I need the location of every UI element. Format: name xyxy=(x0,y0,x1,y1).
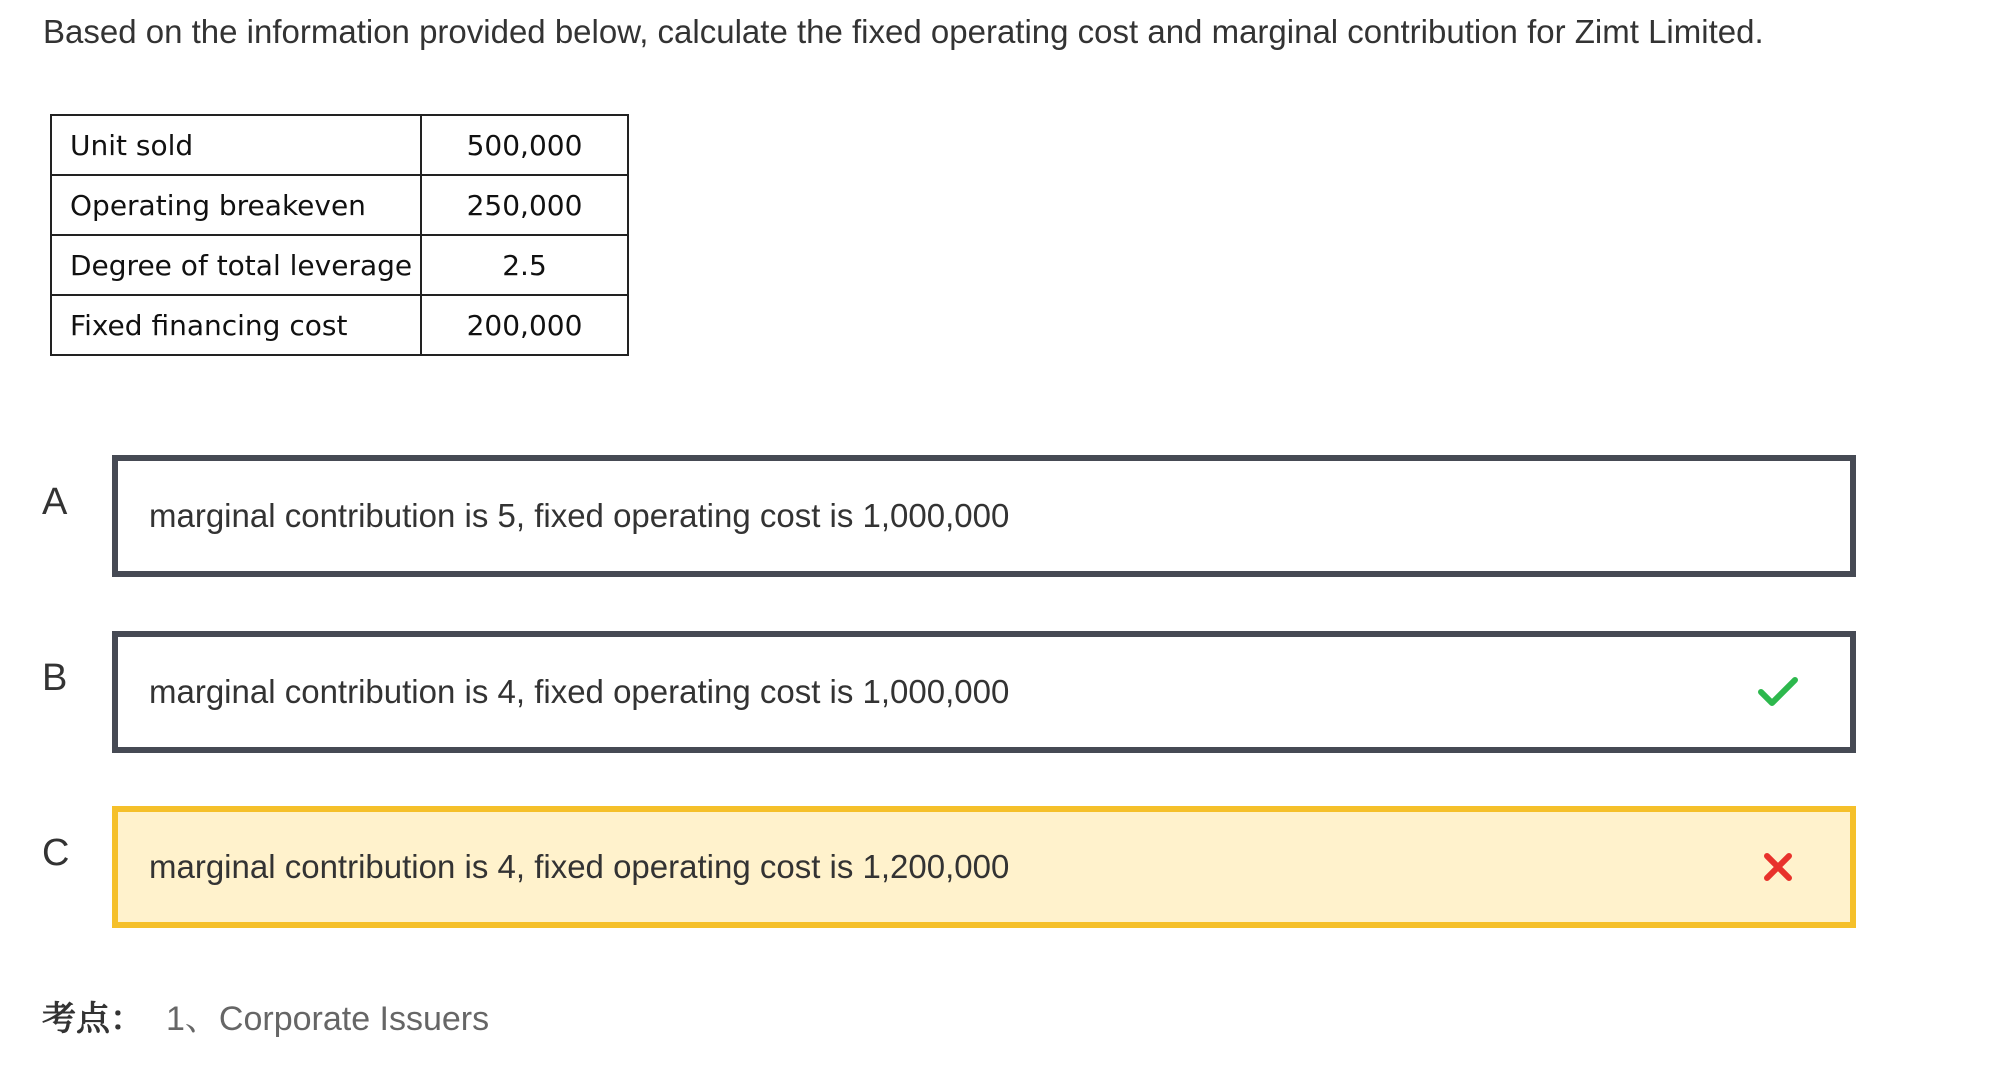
option-letter-a: A xyxy=(42,481,68,523)
table-cell-label: Fixed financing cost xyxy=(51,295,421,355)
option-letter-c: C xyxy=(42,832,70,874)
option-b[interactable] xyxy=(112,631,1856,753)
table-cell-value: 200,000 xyxy=(421,295,628,355)
option-c[interactable] xyxy=(112,806,1856,928)
table-cell-label: Degree of total leverage xyxy=(51,235,421,295)
table-row xyxy=(51,295,628,355)
option-a[interactable] xyxy=(112,455,1856,577)
topic-label: 考点： xyxy=(42,999,144,1039)
table-row xyxy=(51,175,628,235)
data-table xyxy=(50,114,629,356)
table-row xyxy=(51,115,628,175)
cross-icon xyxy=(1756,845,1800,889)
table-cell-label: Operating breakeven xyxy=(51,175,421,235)
option-text: marginal contribution is 5, fixed operating cost is 1,000,000 xyxy=(149,497,1010,534)
option-letter-b: B xyxy=(42,657,68,699)
table-cell-label: Unit sold xyxy=(51,115,421,175)
topic-line xyxy=(42,995,489,1043)
topic-value: 1、Corporate Issuers xyxy=(166,1000,490,1038)
table-cell-value: 500,000 xyxy=(421,115,628,175)
option-text: marginal contribution is 4, fixed operating cost is 1,000,000 xyxy=(149,673,1010,710)
table-row xyxy=(51,235,628,295)
table-cell-value: 2.5 xyxy=(421,235,628,295)
question-text: Based on the information provided below, calculate the fixed operating cost and marginal contribution for Zimt Limited. xyxy=(43,13,1764,50)
option-text: marginal contribution is 4, fixed operating cost is 1,200,000 xyxy=(149,848,1010,885)
check-icon xyxy=(1756,670,1800,714)
table-cell-value: 250,000 xyxy=(421,175,628,235)
